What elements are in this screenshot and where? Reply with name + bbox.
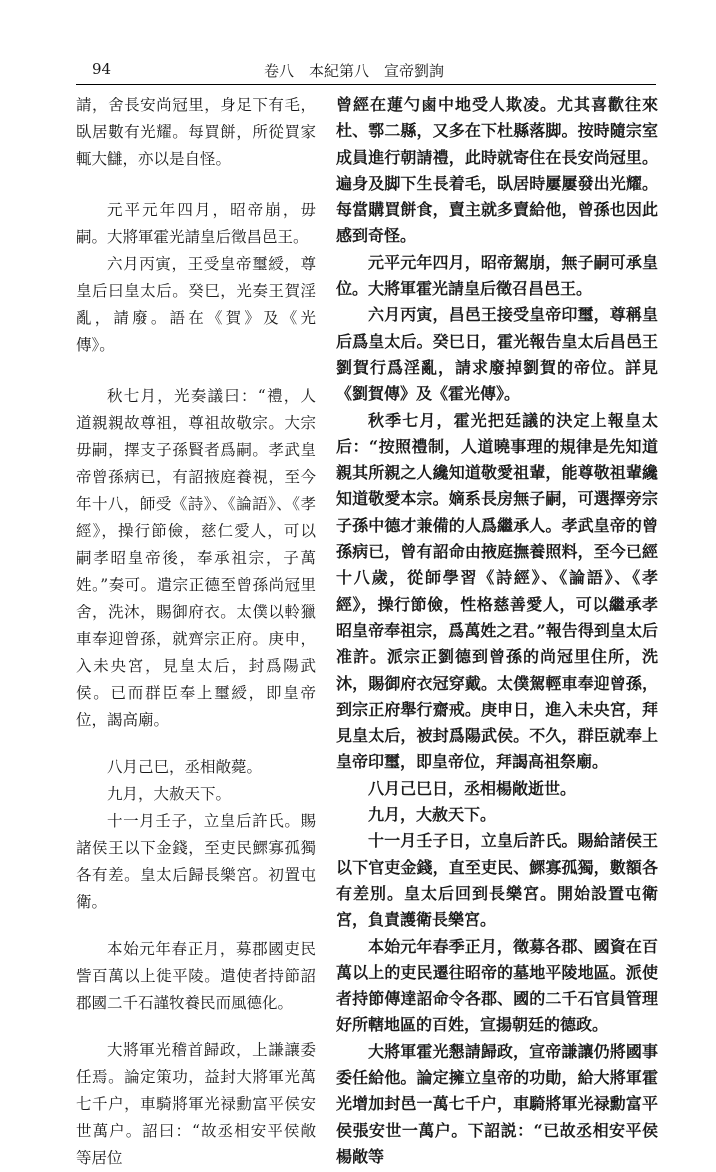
classical-paragraph: 請，舍長安尚冠里，身足下有毛，臥居數有光耀。每買餅，所從買家輒大讎，亦以是自怪。 xyxy=(76,96,316,168)
classical-paragraph: 八月己巳，丞相敞薨。 xyxy=(107,758,263,776)
translation-paragraph: 曾經在蓮勺鹵中地受人欺凌。尤其喜歡往來杜、鄠二縣，又多在下杜縣落脚。按時隨宗室成員進行朝請禮，此時就寄住在長安尚冠里。遍身及脚下生長着毛，臥居時屢屢發出光耀。每當購買餅食，賣主就多賣給他，曾孫也因此感到奇怪。 xyxy=(336,95,658,246)
classical-text-column xyxy=(76,92,316,1172)
page-number: 94 xyxy=(92,60,112,78)
classical-paragraph: 大將軍光稽首歸政，上謙讓委任焉。論定策功，益封大將軍光萬七千户，車騎將軍光禄勳富平侯安世萬户。詔曰：“故丞相安平侯敞等居位 xyxy=(76,1041,316,1167)
page-header xyxy=(0,0,716,80)
classical-paragraph: 秋七月，光奏議曰：“禮，人道親親故尊祖，尊祖故敬宗。大宗毋嗣，擇支子孫賢者爲嗣。孝武皇帝曾孫病已，有詔掖庭養視，至今年十八，師受《詩》、《論語》、《孝經》，操行節儉，慈仁愛人，可以嗣孝昭皇帝後，奉承祖宗，子萬姓。”奏可。遣宗正德至曾孫尚冠里舍，洗沐，賜御府衣。太僕以軨獵車奉迎曾孫，就齊宗正府。庚申，入未央宮，見皇太后，封爲陽武侯。已而群臣奉上璽綬，即皇帝位，謁高廟。 xyxy=(76,387,316,729)
translation-paragraph: 六月丙寅，昌邑王接受皇帝印璽，尊稱皇后爲皇太后。癸巳日，霍光報告皇太后昌邑王劉賀行爲淫亂，請求廢掉劉賀的帝位。詳見《劉賀傳》及《霍光傳》。 xyxy=(336,305,658,404)
translation-paragraph: 元平元年四月，昭帝駕崩，無子嗣可承皇位。大將軍霍光請皇后徵召昌邑王。 xyxy=(336,252,658,299)
classical-paragraph: 本始元年春正月，募郡國吏民訾百萬以上徙平陵。遣使者持節詔郡國二千石謹牧養民而風德化。 xyxy=(76,940,316,1012)
translation-paragraph: 十一月壬子日，立皇后許氏。賜給諸侯王以下官吏金錢，直至吏民、鰥寡孤獨，數額各有差別。皇太后回到長樂宮。開始設置屯衛宮，負責護衛長樂宮。 xyxy=(336,831,658,930)
classical-paragraph: 元平元年四月，昭帝崩，毋嗣。大將軍霍光請皇后徵昌邑王。 xyxy=(76,201,316,246)
classical-paragraph: 十一月壬子，立皇后許氏。賜諸侯王以下金錢，至吏民鰥寡孤獨各有差。皇太后歸長樂宮。初置屯衛。 xyxy=(76,812,316,911)
classical-paragraph: 六月丙寅，王受皇帝璽綬，尊皇后曰皇太后。癸巳，光奏王賀淫亂，請廢。語在《賀》及《光傳》。 xyxy=(76,255,316,354)
classical-paragraph: 九月，大赦天下。 xyxy=(107,785,232,803)
translation-paragraph: 八月己巳日，丞相楊敞逝世。 xyxy=(368,778,577,798)
translation-paragraph: 秋季七月，霍光把廷議的決定上報皇太后：“按照禮制，人道曉事理的規律是先知道親其所親之人纔知道敬愛祖輩，能尊敬祖輩纔知道敬愛本宗。嫡系長房無子嗣，可選擇旁宗子孫中德才兼備的人爲繼承人。孝武皇帝的曾孫病已，曾有詔命由掖庭撫養照料，至今已經十八歲，從師學習《詩經》、《論語》、《孝經》，操行節儉，性格慈善愛人，可以繼承孝昭皇帝奉祖宗，爲萬姓之君。”報告得到皇太后准許。派宗正劉德到曾孫的尚冠里住所，洗沐，賜御府衣冠穿戴。太僕駕輕車奉迎曾孫，到宗正府舉行齋戒。庚申日，進入未央宮，拜見皇太后，被封爲陽武侯。不久，群臣就奉上皇帝印璽，即皇帝位，拜謁高祖祭廟。 xyxy=(336,410,658,772)
translation-column xyxy=(336,92,658,1170)
running-head: 卷八 本紀第八 宣帝劉詢 xyxy=(264,62,445,80)
translation-paragraph: 大將軍霍光懇請歸政，宣帝謙讓仍將國事委任給他。論定擁立皇帝的功勛，給大將軍霍光增加封邑一萬七千户，車騎將軍光禄勳富平侯張安世一萬户。下詔説：“已故丞相安平侯楊敞等 xyxy=(336,1041,658,1166)
header-rule xyxy=(76,84,656,85)
translation-paragraph: 九月，大赦天下。 xyxy=(368,805,497,825)
translation-paragraph: 本始元年春季正月，徵募各郡、國資在百萬以上的吏民遷往昭帝的墓地平陵地區。派使者持節傳達詔命令各郡、國的二千石官員管理好所轄地區的百姓，宣揚朝廷的德政。 xyxy=(336,936,658,1035)
